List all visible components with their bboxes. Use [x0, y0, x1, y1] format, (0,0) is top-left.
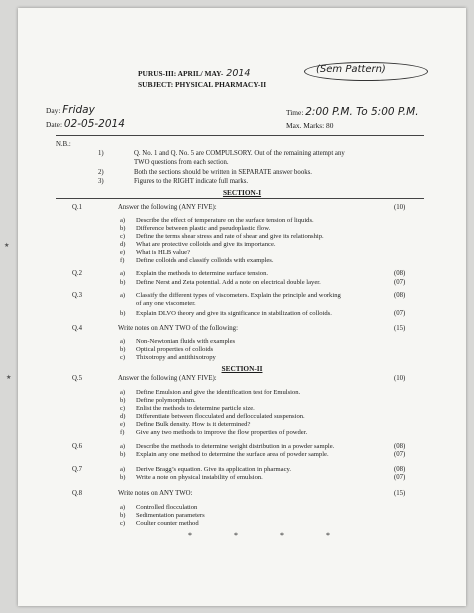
question-marks: (10) — [394, 204, 406, 211]
sub-label: d) — [120, 241, 126, 248]
end-of-paper-stars: * * * * — [188, 531, 350, 540]
date-label: Date: — [46, 120, 63, 129]
sub-label: a) — [120, 292, 126, 299]
header-rule-top — [56, 135, 424, 136]
nb-label: N.B.: — [56, 141, 71, 148]
sub-label: f) — [120, 429, 125, 436]
sub-question: Define Bulk density. How is it determined? — [136, 421, 251, 428]
sub-label: c) — [120, 520, 126, 527]
question-number: Q.5 — [72, 375, 83, 382]
sub-label: c) — [120, 233, 126, 240]
instruction-number: 1) — [98, 150, 104, 157]
sub-label: b) — [120, 310, 126, 317]
question-marks: (08) — [394, 443, 406, 450]
day-row — [46, 104, 95, 116]
question-marks: (07) — [394, 474, 406, 481]
exam-line: PURUS-III: APRIL/ MAY- — [138, 69, 224, 78]
instruction-number: 2) — [98, 169, 104, 176]
subject-title: SUBJECT: PHYSICAL PHARMACY-II — [138, 80, 267, 89]
question-number: Q.1 — [72, 204, 83, 211]
max-marks: Max. Marks: 80 — [286, 121, 334, 130]
sub-label: b) — [120, 512, 126, 519]
sub-question: Describe the methods to determine weight distribution in a powder sample. — [136, 443, 335, 450]
sub-label: c) — [120, 405, 126, 412]
sub-question: Define Nerst and Zeta potential. Add a note on electrical double layer. — [136, 279, 321, 286]
question-text: Write notes on ANY TWO: — [118, 490, 193, 497]
sub-label: d) — [120, 413, 126, 420]
sub-label: e) — [120, 249, 126, 256]
scan-mark: ٭ — [4, 240, 10, 251]
sub-question: Enlist the methods to determine particle size. — [136, 405, 255, 412]
sub-label: a) — [120, 217, 126, 224]
instruction-text: Q. No. 1 and Q. No. 5 are COMPULSORY. Out of the remaining attempt any — [134, 150, 345, 157]
date-row — [46, 118, 125, 130]
question-number: Q.8 — [72, 490, 83, 497]
day-value: Friday — [62, 104, 95, 116]
instruction-text: TWO questions from each section. — [134, 159, 229, 166]
time-row — [286, 106, 419, 118]
sub-label: e) — [120, 421, 126, 428]
exam-year-handwritten: 2014 — [226, 68, 251, 79]
sub-label: a) — [120, 504, 126, 511]
sub-label: a) — [120, 466, 126, 473]
question-number: Q.7 — [72, 466, 83, 473]
question-number: Q.4 — [72, 325, 83, 332]
sub-question-continued: of any one viscometer. — [136, 300, 196, 307]
sub-question: Define colloids and classify colloids with examples. — [136, 257, 274, 264]
sub-label: b) — [120, 397, 126, 404]
question-marks: (15) — [394, 490, 406, 497]
sub-question: Controlled flocculation — [136, 504, 198, 511]
sub-label: a) — [120, 270, 126, 277]
sub-question: Give any two methods to improve the flow properties of powder. — [136, 429, 308, 436]
sub-label: a) — [120, 443, 126, 450]
sub-question: Derive Bragg’s equation. Give its application in pharmacy. — [136, 466, 292, 473]
question-number: Q.6 — [72, 443, 83, 450]
question-text: Write notes on ANY TWO of the following: — [118, 325, 238, 332]
question-marks: (08) — [394, 292, 406, 299]
sub-label: b) — [120, 451, 126, 458]
exam-title-line — [138, 68, 250, 79]
question-text: Answer the following (ANY FIVE): — [118, 204, 217, 211]
pattern-note-handwritten: (Sem Pattern) — [316, 64, 386, 75]
question-marks: (10) — [394, 375, 406, 382]
sub-question: Define the terms shear stress and rate of shear and give its relationship. — [136, 233, 324, 240]
sub-label: b) — [120, 474, 126, 481]
sub-question: Define Emulsion and give the identification test for Emulsion. — [136, 389, 301, 396]
question-marks: (08) — [394, 270, 406, 277]
sub-question: Describe the effect of temperature on the surface tension of liquids. — [136, 217, 314, 224]
question-text: Answer the following (ANY FIVE): — [118, 375, 217, 382]
question-marks: (07) — [394, 310, 406, 317]
day-label: Day: — [46, 106, 61, 115]
sub-question: Difference between plastic and pseudoplastic flow. — [136, 225, 271, 232]
sub-question: Non-Newtonian fluids with examples — [136, 338, 236, 345]
sub-question: Explain any one method to determine the surface area of powder sample. — [136, 451, 329, 458]
scan-mark: ٭ — [6, 372, 12, 383]
instruction-text: Both the sections should be written in SEPARATE answer books. — [134, 169, 312, 176]
sub-question: What are protective colloids and give its importance. — [136, 241, 276, 248]
sub-question: Coulter counter method — [136, 520, 199, 527]
sub-question: Define polymorphism. — [136, 397, 196, 404]
time-label: Time: — [286, 108, 304, 117]
date-value: 02-05-2014 — [63, 118, 125, 130]
instruction-number: 3) — [98, 178, 104, 185]
sub-label: b) — [120, 346, 126, 353]
section-rule — [56, 198, 424, 199]
sub-question: Classify the different types of viscometers. Explain the principle and working — [136, 292, 341, 299]
instruction-text: Figures to the RIGHT indicate full marks. — [134, 178, 249, 185]
question-number: Q.2 — [72, 270, 83, 277]
sub-question: Write a note on physical instability of emulsion. — [136, 474, 263, 481]
exam-paper — [4, 8, 466, 606]
sub-question: Thixotropy and antithixotropy — [136, 354, 216, 361]
question-marks: (15) — [394, 325, 406, 332]
sub-label: f) — [120, 257, 125, 264]
sub-question: Explain the methods to determine surface tension. — [136, 270, 269, 277]
sub-question: Differentiate between flocculated and deflocculated suspension. — [136, 413, 305, 420]
question-number: Q.3 — [72, 292, 83, 299]
question-marks: (07) — [394, 279, 406, 286]
sub-question: What is HLB value? — [136, 249, 191, 256]
sub-label: a) — [120, 338, 126, 345]
sub-label: b) — [120, 225, 126, 232]
question-marks: (08) — [394, 466, 406, 473]
section-2-heading: SECTION-II — [221, 364, 263, 373]
sub-question: Explain DLVO theory and give its significance in stabilization of colloids. — [136, 310, 332, 317]
sub-label: a) — [120, 389, 126, 396]
sub-label: b) — [120, 279, 126, 286]
sub-question: Sedimentation parameters — [136, 512, 205, 519]
sub-question: Optical properties of colloids — [136, 346, 214, 353]
question-marks: (07) — [394, 451, 406, 458]
sub-label: c) — [120, 354, 126, 361]
time-value: 2:00 P.M. To 5:00 P.M. — [305, 106, 419, 118]
section-1-heading: SECTION-I — [222, 188, 262, 197]
